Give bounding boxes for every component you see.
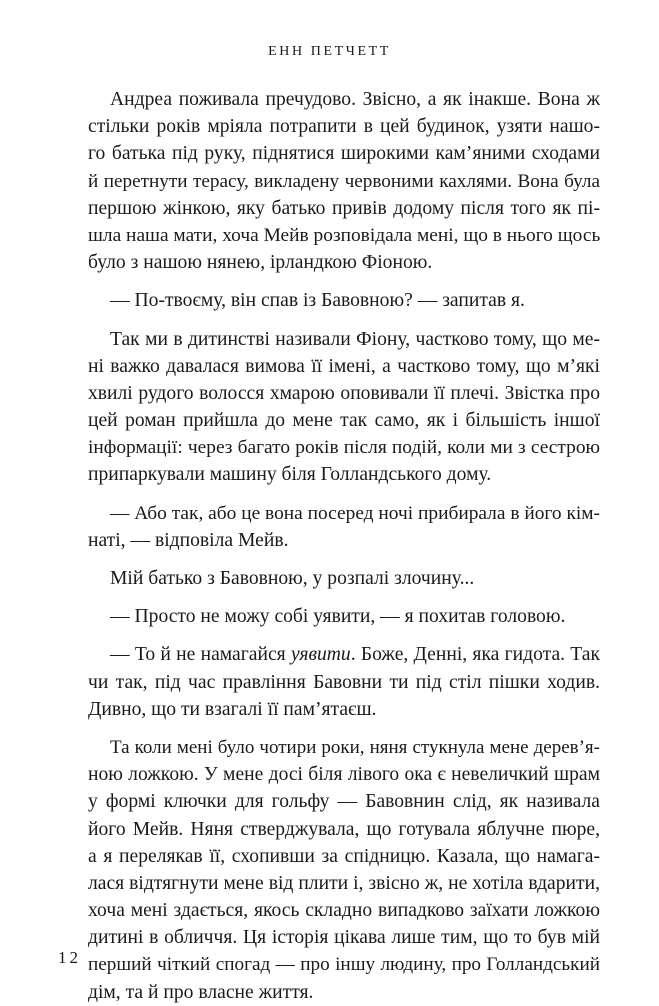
text-line: й перетнути терасу, викладену червоними кахлями. Вона була bbox=[88, 170, 600, 192]
paragraph bbox=[88, 287, 600, 314]
text-line: — Просто не можу собі уявити, — я похитав головою. bbox=[110, 606, 566, 628]
text-line: чи так, під час правління Бавовни ти під стіл пішки ходив. bbox=[88, 671, 600, 693]
text-line: інформації: через багато років після подій, коли ми з сестрою bbox=[88, 437, 600, 459]
text-line: шла наша мати, хоча Мейв розповідала мені, що в нього щось bbox=[88, 224, 601, 246]
text-line: — По-твоєму, він спав із Бавовною? — запитав я. bbox=[110, 290, 525, 312]
text-line: хоча мені здається, якось складно випадково заїхати ложкою bbox=[88, 900, 600, 922]
text-line: Андреа поживала пречудово. Звісно, а як інакше. Вона ж bbox=[110, 89, 600, 110]
text-line: його Мейв. Няня стверджувала, що готувала яблучне пюре, bbox=[88, 818, 600, 840]
text-line: хвилі рудого волосся хмарою оповивали її плечі. Звістка про bbox=[88, 382, 600, 404]
text-line: ною ложкою. У мене досі біля лівого ока є невеличкий шрам bbox=[88, 764, 600, 786]
page-number: 12 bbox=[58, 948, 81, 967]
paragraph bbox=[88, 500, 600, 554]
paragraph bbox=[88, 734, 600, 1006]
text-line: а я перелякав її, схопивши за спідницю. Казала, що намага- bbox=[88, 845, 600, 867]
text-line: лася відтягнути мене від плити і, звісно ж, не хотіла вдарити, bbox=[88, 872, 600, 894]
body-text bbox=[88, 86, 600, 1006]
text-line: го батька під руку, піднятися широкими кам’яними сходами bbox=[88, 143, 600, 165]
paragraph bbox=[88, 565, 600, 592]
paragraph bbox=[88, 86, 600, 276]
text-line: ні важко давалася вимова її імені, а частково тому, що м’які bbox=[88, 355, 600, 377]
text-line: стільки років мріяла потрапити в цей будинок, узяти нашо- bbox=[88, 116, 600, 138]
text-line bbox=[88, 641, 600, 668]
text-line: Та коли мені було чотири роки, няня стукнула мене дерев’я- bbox=[110, 736, 600, 758]
text-run: — То й не намагайся bbox=[110, 644, 291, 666]
text-line: Мій батько з Бавовною, у розпалі злочину... bbox=[110, 568, 475, 589]
text-line: перший чіткий спогад — про іншу людину, про Голландський bbox=[88, 954, 600, 976]
paragraph bbox=[88, 641, 600, 723]
text-line: Так ми в дитинстві називали Фіону, частково тому, що ме- bbox=[110, 328, 600, 350]
text-line: дитині в обличчя. Ця історія цікава лише тим, що то був мій bbox=[88, 927, 600, 949]
text-line: було з нашою нянею, ірландкою Фіоною. bbox=[88, 252, 433, 274]
text-line: припаркували машину біля Голландського дому. bbox=[88, 464, 492, 486]
paragraph bbox=[88, 326, 600, 489]
text-line: Дивно, що ти взагалі її пам’ятаєш. bbox=[88, 698, 377, 720]
text-run: . Боже, Денні, яка гидота. Так bbox=[350, 644, 601, 666]
running-header: ЕНН ПЕТЧЕТТ bbox=[268, 44, 391, 59]
text-line: — Або так, або це вона посеред ночі прибирала в його кім- bbox=[110, 502, 600, 524]
emphasized-word: уявити bbox=[290, 644, 351, 666]
text-line: дім, та й про власне життя. bbox=[88, 981, 314, 1003]
text-line: цей роман прийшла до мене так само, як і більшість іншої bbox=[88, 410, 600, 432]
text-line: першою жінкою, яку батько привів додому після того як пі- bbox=[88, 197, 600, 219]
text-line: у формі ключки для гольфу — Бавовнин слід, як називала bbox=[88, 791, 600, 813]
paragraph bbox=[88, 603, 600, 630]
text-line: наті, — відповіла Мейв. bbox=[88, 529, 289, 551]
